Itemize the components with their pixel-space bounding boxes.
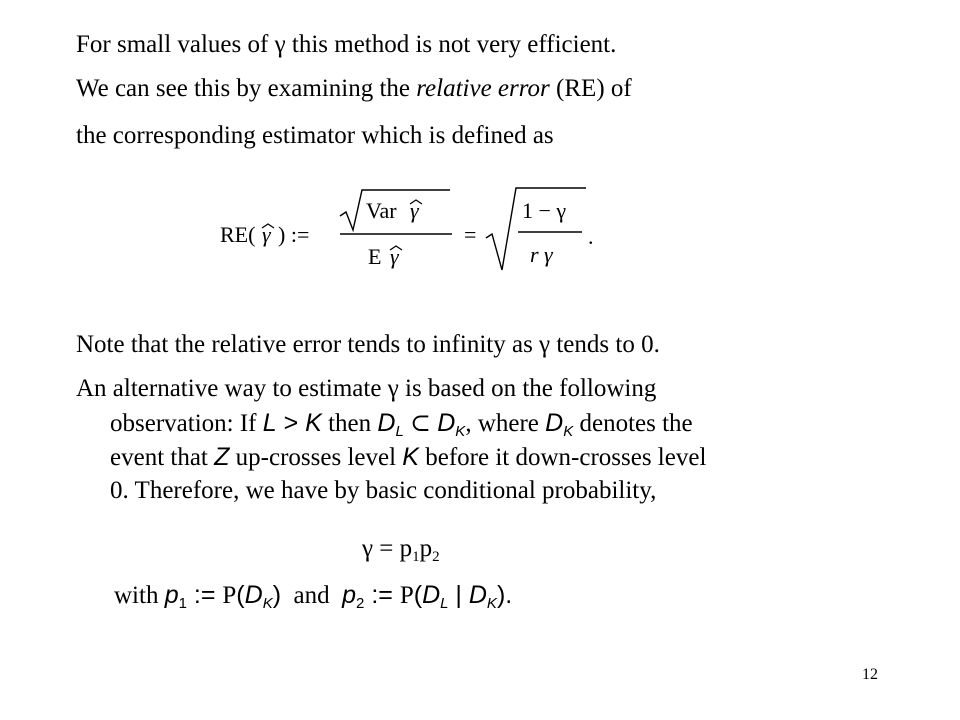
- text-segment: , where: [465, 410, 546, 437]
- text-line-2: [76, 72, 632, 106]
- var-D: D: [545, 409, 564, 437]
- formula-var: Var: [366, 198, 397, 223]
- var-D: D: [422, 581, 441, 609]
- text-segment: ).: [496, 581, 513, 609]
- text-segment: ): [272, 581, 282, 609]
- text-line-7: [110, 440, 706, 475]
- var-K: K: [402, 443, 419, 471]
- formula-den-gamma-hat: γ: [390, 244, 399, 269]
- text-line-6: [110, 406, 693, 441]
- subscript: K: [486, 595, 497, 612]
- text-line-4: Note that the relative error tends to infinity as γ tends to 0.: [76, 331, 660, 358]
- formula-lhs: RE(: [220, 222, 256, 247]
- var-K: K: [305, 409, 322, 437]
- subscript: 1: [412, 549, 420, 565]
- formula-frac-numerator: 1 − γ: [522, 198, 567, 223]
- page-number: 12: [862, 666, 878, 683]
- subscript: 2: [432, 549, 440, 565]
- text-segment: denotes the: [573, 410, 693, 437]
- text-line-5: An alternative way to estimate γ is based on the following: [76, 375, 657, 402]
- text-segment: and: [281, 582, 343, 609]
- text-segment: |: [448, 581, 469, 609]
- formula-expectation: E: [368, 244, 382, 269]
- emphasis-relative-error: relative error: [416, 75, 550, 102]
- formula-gamma-hat: γ: [262, 222, 271, 247]
- text-segment: (: [236, 581, 245, 609]
- text-segment: :=: [186, 581, 223, 609]
- formula-var-gamma-hat: γ: [410, 198, 419, 223]
- subscript: K: [262, 595, 273, 612]
- definitions-line: [114, 578, 512, 613]
- text-line-1: For small values of γ this method is not very efficient.: [76, 31, 617, 58]
- subscript: L: [395, 423, 404, 440]
- prob-symbol: P: [222, 582, 237, 609]
- text-segment: We can see this by examining the: [76, 75, 417, 102]
- var-p: p: [164, 581, 179, 609]
- text-segment: >: [276, 409, 306, 437]
- var-D: D: [244, 581, 263, 609]
- subset-symbol: ⊂: [403, 410, 438, 437]
- text-segment: before it down-crosses level: [418, 444, 707, 471]
- text-segment: with: [114, 582, 165, 609]
- subscript: K: [455, 423, 466, 440]
- subscript: 2: [356, 595, 365, 612]
- text-segment: event that: [110, 444, 215, 471]
- prob-symbol: P: [399, 582, 414, 609]
- formula-equals: =: [464, 222, 477, 247]
- relative-error-formula: [220, 186, 600, 276]
- text-segment: then: [321, 410, 378, 437]
- formula-assign: ) :=: [278, 222, 310, 247]
- text-segment: (RE) of: [549, 75, 632, 102]
- var-L: L: [262, 409, 277, 437]
- text-segment: observation: If: [110, 410, 263, 437]
- text-segment: γ = p: [362, 535, 413, 562]
- text-segment: up-crosses level: [229, 444, 403, 471]
- formula-frac-denominator: r γ: [530, 242, 553, 267]
- var-D: D: [468, 581, 487, 609]
- var-D: D: [377, 409, 396, 437]
- subscript: L: [440, 595, 449, 612]
- product-formula: [362, 532, 440, 566]
- formula-period: .: [588, 224, 594, 249]
- text-line-3: the corresponding estimator which is defined as: [76, 122, 554, 149]
- var-Z: Z: [214, 443, 230, 471]
- text-segment: :=: [364, 581, 400, 609]
- var-p: p: [342, 581, 357, 609]
- var-D: D: [437, 409, 456, 437]
- subscript: K: [563, 423, 574, 440]
- text-segment: p: [419, 535, 433, 562]
- text-segment: (: [413, 581, 423, 609]
- text-line-8: 0. Therefore, we have by basic conditional probability,: [110, 477, 657, 504]
- subscript: 1: [178, 595, 187, 612]
